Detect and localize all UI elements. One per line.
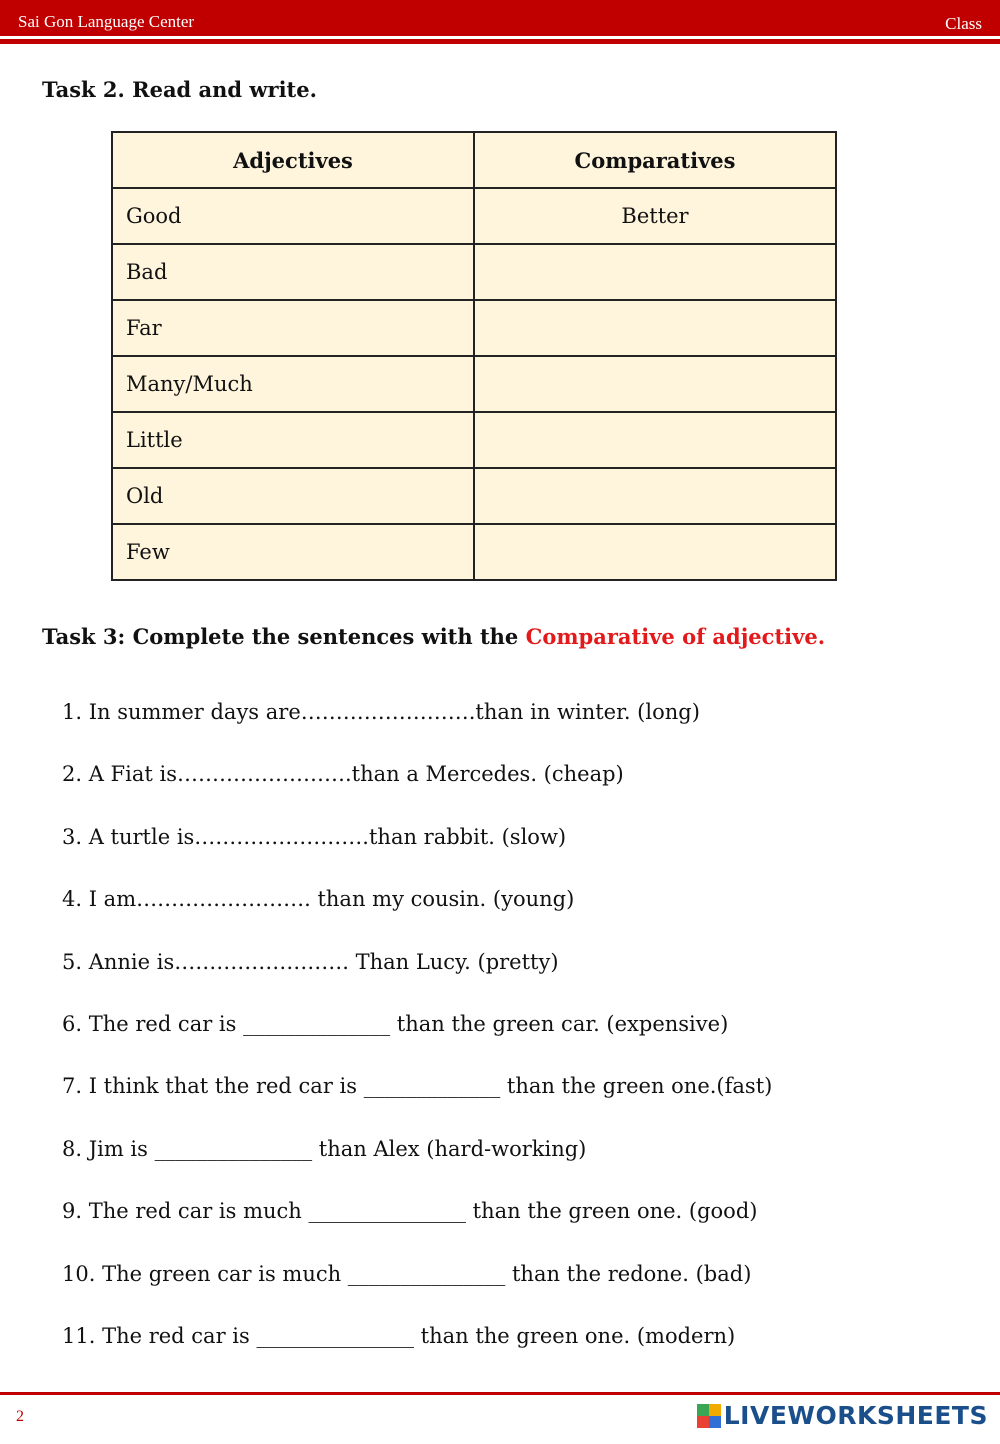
footer-divider xyxy=(0,1392,1000,1395)
table-row xyxy=(112,412,836,468)
task3-title xyxy=(42,624,825,649)
table-row xyxy=(112,356,836,412)
table-row xyxy=(112,300,836,356)
sentence-item: 3. A turtle is…………………….than rabbit. (slow) xyxy=(62,824,567,849)
sentence-item: 9. The red car is much _______________ than the green one. (good) xyxy=(62,1199,758,1224)
comparative-answer-field[interactable] xyxy=(474,468,836,524)
comparative-answer-field[interactable] xyxy=(474,356,836,412)
task3-title-highlight: Comparative of adjective. xyxy=(525,624,826,649)
table-row xyxy=(112,188,836,244)
adjective-cell: Bad xyxy=(112,244,474,300)
adjective-cell: Good xyxy=(112,188,474,244)
adjective-cell: Old xyxy=(112,468,474,524)
adjective-cell: Far xyxy=(112,300,474,356)
logo-square-icon xyxy=(709,1404,721,1416)
table-header-row xyxy=(112,132,836,188)
sentence-item: 1. In summer days are…………………….than in winter. (long) xyxy=(62,700,700,724)
task2-title: Task 2. Read and write. xyxy=(42,77,317,102)
header-comparatives: Comparatives xyxy=(474,132,836,188)
brand-text: LIVEWORKSHEETS xyxy=(723,1401,988,1430)
task3-title-prefix: Task 3: Complete the sentences with the xyxy=(42,624,526,649)
adjective-cell: Many/Much xyxy=(112,356,474,412)
comparative-answer-field[interactable] xyxy=(474,244,836,300)
comparatives-table xyxy=(111,131,837,581)
logo-square-icon xyxy=(697,1416,709,1428)
sentence-item: 4. I am……………………. than my cousin. (young) xyxy=(62,887,575,912)
adjective-cell: Little xyxy=(112,412,474,468)
table-row xyxy=(112,524,836,580)
sentence-item: 11. The red car is _______________ than the green one. (modern) xyxy=(62,1323,736,1348)
sentence-item: 5. Annie is……………………. Than Lucy. (pretty) xyxy=(62,949,559,974)
table-row xyxy=(112,468,836,524)
table-row xyxy=(112,244,836,300)
comparative-answer-field[interactable] xyxy=(474,412,836,468)
page-number: 2 xyxy=(16,1408,24,1425)
comparative-answer-field[interactable]: Better xyxy=(474,188,836,244)
sentence-item: 6. The red car is ______________ than the green car. (expensive) xyxy=(62,1011,729,1036)
class-label: Class xyxy=(945,14,982,33)
liveworksheets-brand[interactable] xyxy=(697,1401,988,1430)
adjective-cell: Few xyxy=(112,524,474,580)
sentence-item: 7. I think that the red car is _____________ than the green one.(fast) xyxy=(62,1074,773,1099)
header-adjectives: Adjectives xyxy=(112,132,474,188)
header-divider xyxy=(0,39,1000,44)
logo-square-icon xyxy=(709,1416,721,1428)
sentence-item: 10. The green car is much _______________ than the redone. (bad) xyxy=(62,1261,752,1286)
school-name: Sai Gon Language Center xyxy=(18,12,195,31)
sentence-list xyxy=(62,695,772,1381)
header-bar xyxy=(0,0,1000,36)
logo-square-icon xyxy=(697,1404,709,1416)
liveworksheets-logo-icon xyxy=(697,1404,721,1428)
comparative-answer-field[interactable] xyxy=(474,524,836,580)
sentence-item: 8. Jim is _______________ than Alex (hard-working) xyxy=(62,1136,587,1161)
comparative-answer-field[interactable] xyxy=(474,300,836,356)
sentence-item: 2. A Fiat is…………………….than a Mercedes. (cheap) xyxy=(62,762,624,787)
